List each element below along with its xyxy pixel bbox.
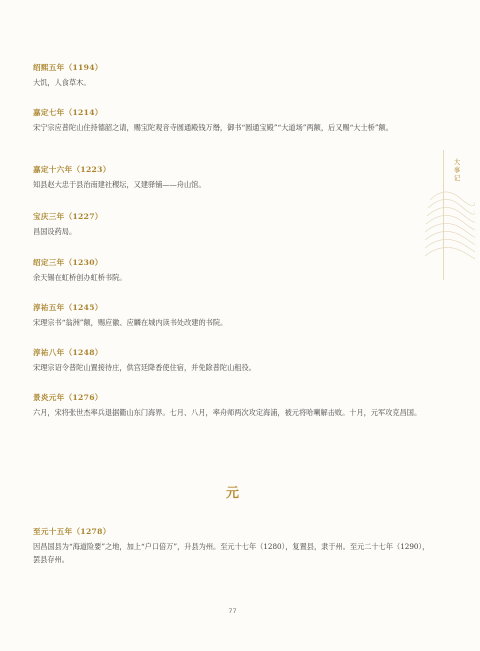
- chronicle-entry: [33, 258, 433, 285]
- entry-year: 绍定三年（1230）: [33, 258, 103, 267]
- entry-text: 大饥，人食草木。: [33, 78, 91, 87]
- chronicle-entry: [33, 348, 433, 375]
- entry-year: 绍熙五年（1194）: [33, 63, 103, 72]
- entry-text: 因昌国县为“海道险要”之地，加上“户口倍万”，升县为州。至元十七年（1280），复置县，隶于州。至元二十七年（1290），罢县存州。: [33, 542, 430, 564]
- entry-year: 宝庆三年（1227）: [33, 212, 103, 221]
- entry-text: 余天锡在虹桥创办虹桥书院。: [33, 273, 127, 282]
- entry-year: 淳祐五年（1245）: [33, 303, 103, 312]
- entry-year: 至元十五年（1278）: [33, 527, 111, 536]
- chronicle-entry: [33, 212, 433, 239]
- chronicle-entry: [33, 63, 433, 90]
- section-title: 元: [225, 486, 239, 501]
- chronicle-entry: [33, 393, 433, 420]
- entry-text: 宋理宗诏令普陀山置接待庄，供宫廷降香使住宿，并免除普陀山租役。: [33, 363, 256, 372]
- wave-pattern-icon: [425, 180, 475, 270]
- chronicle-entry: [33, 165, 433, 192]
- entry-year: 淳祐八年（1248）: [33, 348, 103, 357]
- chronicle-entry: [33, 303, 433, 330]
- chronicle-entry: [33, 108, 433, 135]
- entry-year: 嘉定十六年（1223）: [33, 165, 111, 174]
- chronicle-entry: [33, 527, 433, 566]
- entry-year: 嘉定七年（1214）: [33, 108, 103, 117]
- entry-text: 知县赵大忠于县治南建社稷坛，又建驿铺——舟山馆。: [33, 180, 206, 189]
- page-number: 77: [228, 607, 237, 615]
- side-chapter-label: 大事记: [453, 158, 461, 182]
- entry-text: 宋理宗书“翁洲”额，赐应徽、应麟在城内读书处改建的书院。: [33, 318, 228, 327]
- entry-text: 六月，宋将张世杰率兵退据衢山东门海界。七月、八月，率舟师两次攻定海浦，被元将哈喇解击败。十月，元军攻克昌国。: [33, 408, 422, 417]
- entry-text: 昌国设药局。: [33, 227, 77, 236]
- entry-year: 景炎元年（1276）: [33, 393, 103, 402]
- entry-text: 宋宁宗应普陀山住持德韶之请，赐宝陀观音寺圆通殿钱万缗，御书“圆通宝殿”“大道场”两额，后又赐“大士桥”额。: [33, 123, 393, 132]
